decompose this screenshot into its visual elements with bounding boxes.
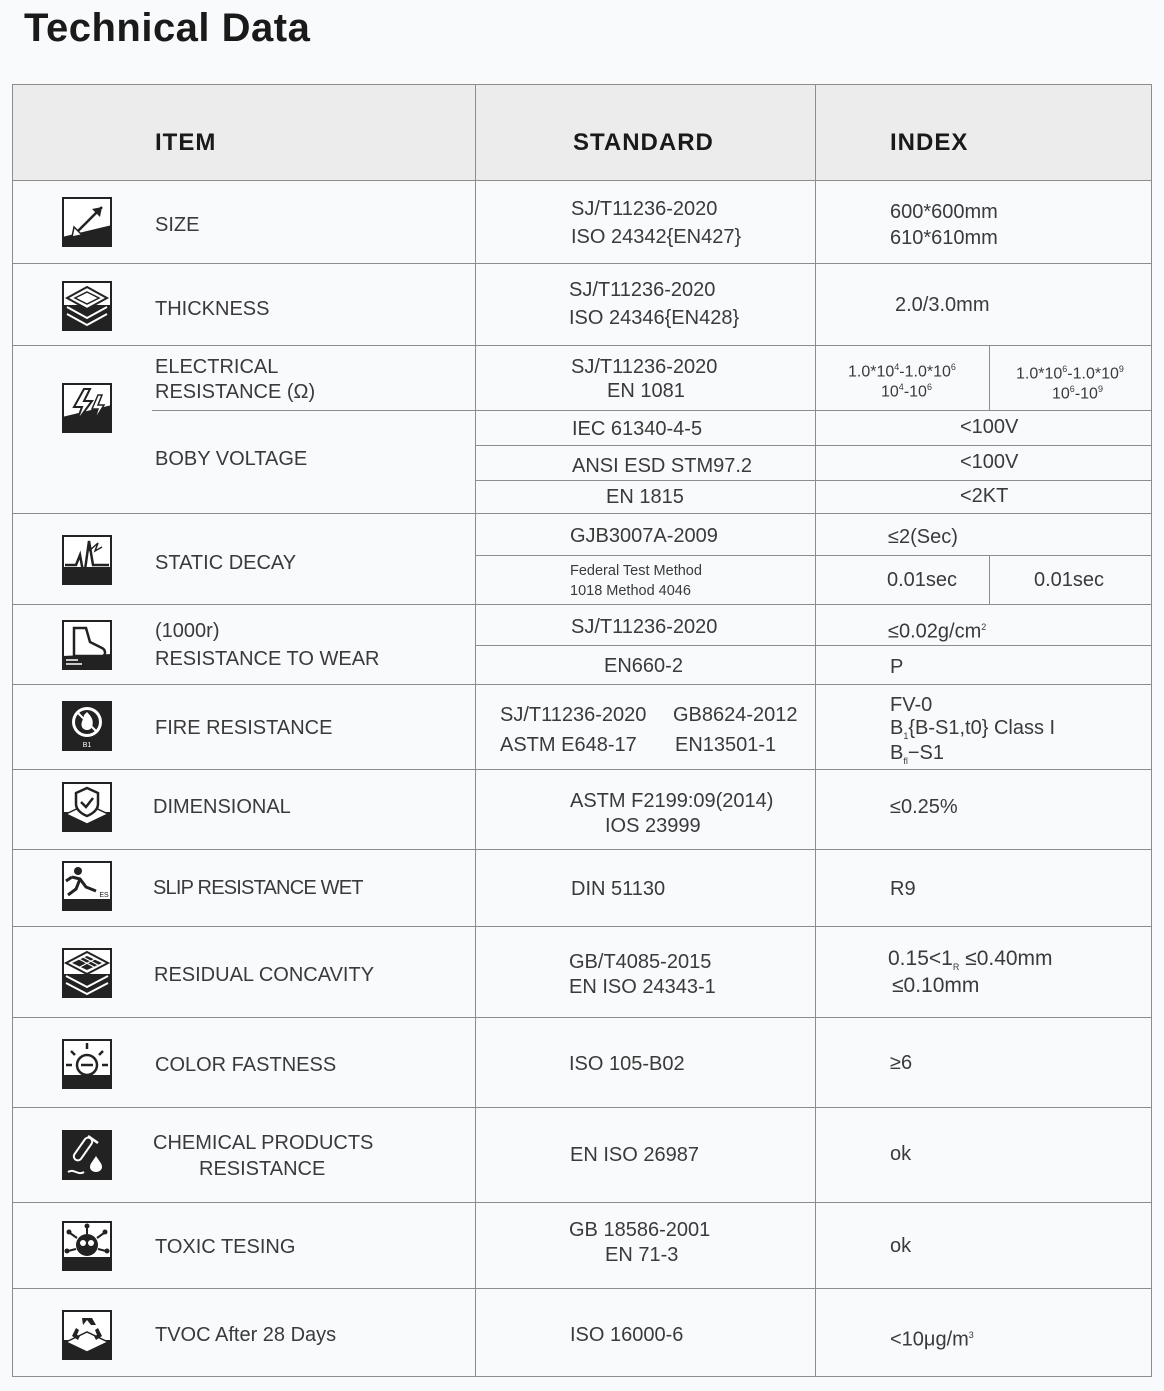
lightning-icon: [62, 383, 112, 433]
concavity-standard-2: EN ISO 24343-1: [569, 976, 716, 998]
concavity-standard-1: GB/T4085-2015: [569, 951, 712, 973]
slip-icon: [62, 861, 112, 911]
toxic-item: TOXIC TESING: [155, 1236, 296, 1258]
static-decay-standard-2b: 1018 Method 4046: [570, 583, 691, 599]
tvoc-index: $<10\mu g/m^3$: [890, 1328, 974, 1351]
fire-standard-4: EN13501-1: [675, 734, 777, 756]
electrical-standard-1: SJ/T11236-2020: [571, 356, 718, 378]
electrical-index-b-2: $10^6-10^9$: [1052, 384, 1103, 403]
pulse-icon: [62, 535, 112, 585]
size-index-1: 600*600mm: [890, 201, 998, 223]
thickness-item: THICKNESS: [155, 298, 270, 320]
body-voltage-standard-1: IEC 61340-4-5: [572, 418, 703, 440]
static-decay-index-1: ≤2(Sec): [888, 526, 958, 548]
chemical-index: ok: [890, 1143, 912, 1165]
skull-icon: [62, 1221, 112, 1271]
thickness-index: 2.0/3.0mm: [895, 294, 990, 316]
size-item: SIZE: [155, 214, 200, 236]
fire-standard-1: SJ/T11236-2020: [500, 704, 647, 726]
fire-standard-2: GB8624-2012: [673, 704, 798, 726]
slip-icon-label: ES: [99, 892, 109, 899]
fire-item: FIRE RESISTANCE: [155, 717, 333, 739]
wear-standard-2: EN660-2: [604, 655, 683, 677]
size-standard-1: SJ/T11236-2020: [571, 198, 718, 220]
toxic-index: ok: [890, 1235, 912, 1257]
chemical-item-2: RESISTANCE: [199, 1158, 326, 1180]
dimensional-standard-1: ASTM F2199:09(2014): [570, 790, 774, 812]
dimensional-standard-2: IOS 23999: [605, 815, 701, 837]
wear-index-2: P: [890, 656, 904, 678]
wear-standard-1: SJ/T11236-2020: [571, 616, 718, 638]
body-voltage-item: BOBY VOLTAGE: [155, 448, 308, 470]
static-decay-standard-1: GJB3007A-2009: [570, 525, 718, 547]
body-voltage-standard-2: ANSI ESD STM97.2: [572, 455, 753, 477]
color-item: COLOR FASTNESS: [155, 1054, 337, 1076]
shield-icon: [62, 782, 112, 832]
toxic-standard-1: GB 18586-2001: [569, 1219, 711, 1241]
header-item: ITEM: [155, 129, 217, 156]
chemical-standard: EN ISO 26987: [570, 1144, 699, 1166]
concavity-index-1: $0.15<1_R \le 0.40mm$: [888, 947, 1053, 973]
layers-grid-icon: [62, 948, 112, 998]
wear-item-1: (1000r): [155, 620, 220, 642]
size-index-2: 610*610mm: [890, 227, 998, 249]
electrical-standard-2: EN 1081: [607, 380, 685, 402]
shoe-icon: [62, 620, 112, 670]
electrical-item-1: ELECTRICAL: [155, 356, 279, 378]
size-standard-2: ISO 24342{EN427}: [571, 226, 742, 248]
test-tube-icon: [62, 1130, 112, 1180]
recycle-icon: [62, 1310, 112, 1360]
electrical-item-2: RESISTANCE (Ω): [155, 381, 316, 403]
technical-data-table: [12, 84, 1152, 1377]
slip-standard: DIN 51130: [571, 878, 666, 900]
concavity-index-2: ≤0.10mm: [892, 974, 980, 997]
page-title: Technical Data: [24, 6, 311, 50]
static-decay-index-2a: 0.01sec: [887, 569, 958, 591]
fire-index-3: $B_{fl}-S1$: [890, 742, 944, 766]
header-standard: STANDARD: [573, 129, 714, 156]
thickness-standard-2: ISO 24346{EN428}: [569, 307, 740, 329]
diagonal-arrow-icon: [62, 197, 112, 247]
chemical-item-1: CHEMICAL PRODUCTS: [153, 1132, 374, 1154]
color-standard: ISO 105-B02: [569, 1053, 685, 1075]
electrical-index-a-1: $1.0*10^4-1.0*10^6$: [848, 362, 956, 381]
wear-item-2: RESISTANCE TO WEAR: [155, 648, 380, 670]
body-voltage-index-2: <100V: [960, 451, 1019, 473]
layers-icon: [62, 281, 112, 331]
color-index: ≥6: [890, 1052, 913, 1074]
electrical-index-b-1: $1.0*10^6-1.0*10^9$: [1016, 364, 1124, 383]
fire-index-1: FV-0: [890, 694, 933, 716]
sun-icon: [62, 1039, 112, 1089]
body-voltage-index-1: <100V: [960, 416, 1019, 438]
body-voltage-index-3: <2KT: [960, 485, 1009, 507]
static-decay-item: STATIC DECAY: [155, 552, 297, 574]
body-voltage-standard-3: EN 1815: [606, 486, 684, 508]
fire-icon: [62, 701, 112, 751]
fire-index-2: $B_1\{B-S1,t0\}$ Class I: [890, 717, 1056, 741]
static-decay-index-2b: 0.01sec: [1034, 569, 1105, 591]
concavity-item: RESIDUAL CONCAVITY: [154, 964, 375, 986]
tvoc-standard: ISO 16000-6: [570, 1324, 684, 1346]
electrical-index-a-2: $10^4-10^6$: [881, 382, 932, 401]
dimensional-index: ≤0.25%: [890, 796, 958, 818]
fire-icon-label: B1: [82, 742, 92, 749]
tvoc-item: TVOC After 28 Days: [155, 1324, 337, 1346]
static-decay-standard-2a: Federal Test Method: [570, 563, 702, 579]
wear-index-1: $\le 0.02g/cm^2$: [888, 620, 987, 643]
slip-item: SLIP RESISTANCE WET: [153, 877, 363, 899]
header-index: INDEX: [890, 129, 969, 156]
dimensional-item: DIMENSIONAL: [153, 796, 291, 818]
fire-standard-3: ASTM E648-17: [500, 734, 637, 756]
slip-index: R9: [890, 878, 916, 900]
thickness-standard-1: SJ/T11236-2020: [569, 279, 716, 301]
toxic-standard-2: EN 71-3: [605, 1244, 679, 1266]
